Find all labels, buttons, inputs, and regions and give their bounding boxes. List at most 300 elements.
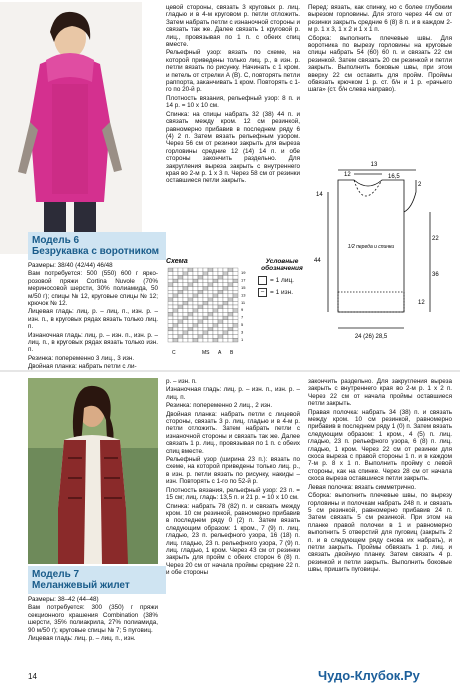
chart-cell xyxy=(213,338,218,342)
chart-cell xyxy=(213,298,218,302)
chart-cell xyxy=(208,272,213,276)
chart-cell xyxy=(193,275,198,279)
chart-cell xyxy=(203,301,208,305)
chart-cell xyxy=(223,320,228,324)
chart-cell xyxy=(198,294,203,298)
chart-cell xyxy=(198,301,203,305)
chart-cell xyxy=(173,268,178,272)
chart-cell xyxy=(168,324,173,328)
chart-cell xyxy=(173,287,178,291)
chart-cell xyxy=(233,268,238,272)
chart-cell xyxy=(223,290,228,294)
chart-cell xyxy=(233,312,238,316)
chart-cell xyxy=(223,338,228,342)
section-divider xyxy=(0,370,460,372)
chart-cell xyxy=(203,298,208,302)
chart-cell xyxy=(233,327,238,331)
chart-row-label: 19 xyxy=(241,270,246,276)
chart-cell xyxy=(228,324,233,328)
chart-cell xyxy=(223,283,228,287)
chart-cell xyxy=(188,309,193,313)
chart-cell xyxy=(198,324,203,328)
model7-col2-p1: р. – изн. п. xyxy=(166,378,197,385)
chart-cell xyxy=(228,272,233,276)
chart-cell xyxy=(203,320,208,324)
chart-cell xyxy=(223,268,228,272)
pattern-bottom: 24 (26) 28,5 xyxy=(354,334,388,340)
purl-symbol-icon: – xyxy=(258,288,267,297)
chart-cell xyxy=(208,324,213,328)
chart-cell xyxy=(213,335,218,339)
chart-cell xyxy=(218,279,223,283)
chart-mark-label: MS xyxy=(202,350,210,356)
chart-cell xyxy=(193,279,198,283)
chart-cell xyxy=(193,309,198,313)
chart-cell xyxy=(193,324,198,328)
chart-cell xyxy=(208,320,213,324)
chart-cell xyxy=(198,316,203,320)
chart-cell xyxy=(173,327,178,331)
chart-cell xyxy=(173,301,178,305)
chart-cell xyxy=(203,331,208,335)
pattern-shoulder: 16,5 xyxy=(388,174,400,180)
chart-row-label: 9 xyxy=(241,307,244,313)
chart-cell xyxy=(228,335,233,339)
chart-cell xyxy=(228,294,233,298)
chart-cell xyxy=(233,331,238,335)
chart-cell xyxy=(178,312,183,316)
chart-cell xyxy=(168,327,173,331)
chart-cell xyxy=(193,316,198,320)
chart-cell xyxy=(188,338,193,342)
chart-cell xyxy=(223,275,228,279)
model6-col3 xyxy=(308,4,452,95)
chart-cell xyxy=(183,309,188,313)
chart-row-label: 15 xyxy=(241,285,246,290)
model7-rib: Резинка: попеременно 2 лиц., 2 изн. xyxy=(166,402,273,410)
schema-title: Схема xyxy=(166,258,188,265)
chart-cell xyxy=(188,316,193,320)
model7-col2 xyxy=(166,378,300,578)
chart-cell xyxy=(188,294,193,298)
chart-cell xyxy=(223,331,228,335)
model7-stockinette: Лицевая гладь: лиц. р. – лиц. п., изн. xyxy=(28,635,136,643)
chart-cell xyxy=(193,335,198,339)
chart-cell xyxy=(213,316,218,320)
chart-cell xyxy=(233,272,238,276)
stitch-chart xyxy=(166,266,256,358)
chart-cell xyxy=(218,335,223,339)
chart-cell xyxy=(183,316,188,320)
chart-cell xyxy=(168,298,173,302)
chart-cell xyxy=(183,305,188,309)
chart-cell xyxy=(208,338,213,342)
model7-illustration xyxy=(28,378,158,564)
chart-cell xyxy=(193,268,198,272)
chart-cell xyxy=(223,279,228,283)
chart-cell xyxy=(173,272,178,276)
chart-cell xyxy=(198,268,203,272)
chart-cell xyxy=(213,294,218,298)
chart-cell xyxy=(208,309,213,313)
chart-cell xyxy=(178,290,183,294)
chart-row-label: 5 xyxy=(241,322,244,327)
chart-cell xyxy=(233,338,238,342)
chart-cell xyxy=(183,275,188,279)
chart-cell xyxy=(173,309,178,313)
chart-cell xyxy=(208,301,213,305)
chart-cell xyxy=(168,294,173,298)
chart-cell xyxy=(193,272,198,276)
chart-cell xyxy=(228,338,233,342)
chart-cell xyxy=(208,298,213,302)
chart-cell xyxy=(228,312,233,316)
chart-cell xyxy=(178,331,183,335)
chart-cell xyxy=(213,309,218,313)
chart-cell xyxy=(193,294,198,298)
chart-cell xyxy=(213,327,218,331)
chart-row-label: 11 xyxy=(241,299,246,305)
pattern-armhole: 22 xyxy=(432,236,439,242)
chart-cell xyxy=(218,287,223,291)
model6-sizes: Размеры: 38/40 (42/44) 46/48 xyxy=(28,262,113,269)
chart-cell xyxy=(188,312,193,316)
model7-col3 xyxy=(308,378,452,575)
model6-photo xyxy=(0,2,142,254)
model7-title-box xyxy=(28,566,166,594)
chart-cell xyxy=(193,305,198,309)
chart-cell xyxy=(183,272,188,276)
model6-assembly: Сборка: выполнить плечевые швы. Для воротника по вырезу горловины на круговые спицы набрать 54 (60) 60 п. и связать 22 см резинкой. Затем связать 20 см резинкой и петли закрыть. Выполнить боковые швы, при этом вверху 22 см оставить для пройм. Проймы обвязать крючком 1 р. ст. б/н и 1 р. «рачьего шага» (ст. б/н слева направо). xyxy=(308,34,452,94)
chart-cell xyxy=(228,298,233,302)
chart-cell xyxy=(173,294,178,298)
chart-row-label: 17 xyxy=(241,277,246,283)
chart-cell xyxy=(183,312,188,316)
chart-cell xyxy=(203,294,208,298)
model6-reverse-stockinette: Изнаночная гладь: лиц. р. – изн. п., изн. р. – лиц. п., в круговых рядах вязать только изн. п. xyxy=(28,331,158,354)
chart-cell xyxy=(188,327,193,331)
chart-cell xyxy=(233,283,238,287)
model6-relief-pattern: Рельефный узор: вязать по схеме, на которой приведены только лиц. р., в изн. р. петли вязать по рисунку. Начинать с 1 кром. и петель от стрелки А (В). С, повторять петли раппорта, заканчивать 1 кром. Повторять с 1-го по 20-й р. xyxy=(166,49,300,94)
chart-cell xyxy=(178,283,183,287)
chart-cell xyxy=(233,320,238,324)
chart-cell xyxy=(173,338,178,342)
chart-cell xyxy=(168,290,173,294)
chart-cell xyxy=(173,275,178,279)
chart-cell xyxy=(168,268,173,272)
chart-cell xyxy=(173,283,178,287)
chart-cell xyxy=(203,290,208,294)
chart-cell xyxy=(228,275,233,279)
model7-reverse-stockinette: Изнаночная гладь: лиц. р. – изн. п., изн. р. – лиц. п. xyxy=(166,386,300,401)
chart-cell xyxy=(178,320,183,324)
chart-row-label: 13 xyxy=(241,292,246,298)
chart-cell xyxy=(198,287,203,291)
chart-cell xyxy=(168,279,173,283)
model7-col1 xyxy=(28,596,158,643)
model7-back: Спинка: набрать 78 (82) п. и связать между кром. 10 см резинкой, равномерно прибавив в последнем ряду 0 (2) п. Затем вязать следующим образом: 1 кром., 7 (9) п. лиц. гладью, 23 п. рельефного узора, 16 (18) п. лиц. гладью, 23 п. рельефного узора, 7 (9) п. лиц. гладью, 1 кром. Через 43 см от резинки закрыть для пройм с обеих сторон 6 (8) п. Через 20 см от начала проймы средние 22 п. и обе стороны xyxy=(166,502,300,577)
chart-cell xyxy=(208,283,213,287)
chart-cell xyxy=(213,283,218,287)
chart-cell xyxy=(188,275,193,279)
chart-cell xyxy=(203,268,208,272)
chart-cell xyxy=(233,290,238,294)
chart-cell xyxy=(228,287,233,291)
model6-front: Перед: вязать, как спинку, но с более глубоким вырезом горловины. Для этого через 44 см от резинки закрыть средние 6 (8) 8 п. и в каждом 2-м р. 1 х 3, 1 х 2 и 1 х 1 п. xyxy=(308,4,452,34)
chart-cell xyxy=(213,331,218,335)
chart-cell xyxy=(188,324,193,328)
chart-cell xyxy=(218,312,223,316)
chart-cell xyxy=(173,324,178,328)
model6-illustration xyxy=(0,2,142,254)
chart-cell xyxy=(223,298,228,302)
chart-cell xyxy=(233,335,238,339)
chart-cell xyxy=(218,290,223,294)
model7-photo xyxy=(28,378,158,564)
chart-cell xyxy=(173,305,178,309)
chart-cell xyxy=(193,312,198,316)
chart-cell xyxy=(168,272,173,276)
chart-cell xyxy=(213,272,218,276)
chart-cell xyxy=(203,283,208,287)
chart-cell xyxy=(178,272,183,276)
chart-cell xyxy=(218,324,223,328)
chart-cell xyxy=(183,279,188,283)
model6-col1 xyxy=(28,262,158,372)
model7-gauge: Плотность вязания, рельефный узор: 23 п. = 15 см; лиц. гладь: 13,5 п. и 21 р. = 10 х 10 см. xyxy=(166,486,300,502)
chart-cell xyxy=(203,335,208,339)
chart-cell xyxy=(233,298,238,302)
chart-cell xyxy=(213,301,218,305)
model6-back: Спинка: на спицы набрать 32 (38) 44 п. и связать между кром. 12 см резинкой, равномерно прибавив в последнем ряду 6 (4) 2 п. Затем вязать рельефным узором. Через 56 см от резинки закрыть для выреза горловины средние 12 (14) 14 п. и обе стороны закончить раздельно. Для закругления выреза закрыть с внутреннего края во 2-м р. 1 х 3 п. Через 58 см от резинки оставшиеся петли закрыть. xyxy=(166,110,300,185)
chart-cell xyxy=(198,312,203,316)
chart-cell xyxy=(183,290,188,294)
chart-cell xyxy=(168,320,173,324)
chart-cell xyxy=(228,279,233,283)
chart-cell xyxy=(223,316,228,320)
chart-cell xyxy=(193,320,198,324)
chart-cell xyxy=(183,301,188,305)
chart-cell xyxy=(178,301,183,305)
model6-title: Безрукавка с воротником xyxy=(32,246,160,257)
chart-cell xyxy=(188,320,193,324)
chart-cell xyxy=(203,287,208,291)
chart-mark-label: C xyxy=(172,350,176,356)
chart-cell xyxy=(203,279,208,283)
model7-double-band: Двойная планка: набрать петли с лицевой стороны, связать 3 р. лиц. гладью и в 4-м р. петли отложить. Затем набрать петли с изнаночной стороны и связать так же. Далее связать 1 р. лиц., провязывая по 1 п. с обеих спиц вместе. xyxy=(166,410,300,455)
chart-cell xyxy=(173,331,178,335)
chart-cell xyxy=(173,320,178,324)
chart-cell xyxy=(168,316,173,320)
chart-cell xyxy=(188,335,193,339)
model7-right-front: Правая полочка: набрать 34 (38) п. и связать между кром. 10 см резинкой, равномерно прибавив в последнем ряду 1 (0) п. Затем вязать следующим образом: 1 кром., 4 (5) п. лиц. гладью, 23 п. рельефного узора, 6 (8) п. лиц. гладью, 1 кром. Через 22 см от резинки для скоса выреза с правой стороны 1 п. и в каждом 7-м р. 8 х 1 п. Выполнить пройму с левой стороны, как на спинке. Через 28 см от начала скоса выреза оставшиеся петли закрыть. xyxy=(308,408,452,483)
chart-cell xyxy=(223,272,228,276)
chart-cell xyxy=(193,301,198,305)
chart-cell xyxy=(168,312,173,316)
model6-title-box xyxy=(28,232,166,260)
chart-cell xyxy=(218,268,223,272)
chart-cell xyxy=(178,309,183,313)
chart-mark-label: B xyxy=(230,350,234,356)
pattern-front-depth: 14 xyxy=(316,192,323,198)
model6-col2-p1: цевой стороны, связать 3 круговых р. лиц. гладью и в 4-м круговом р. петли отложить. Затем набрать петли с изнаночной стороны и связать так же. Далее связать 1 круговой р. лиц., провязывая по 1 п. с обеих спиц вместе. xyxy=(166,4,300,49)
chart-cell xyxy=(173,335,178,339)
model7-materials: Вам потребуется: 300 (350) г пряжи секционного крашения Combination (38% шерсти, 35% полиакрила, 27% полиамида, 90 м/50 г); круговые спицы № 7; 5 пуговиц. xyxy=(28,604,158,634)
chart-cell xyxy=(218,294,223,298)
chart-cell xyxy=(168,331,173,335)
model7-left-front: Левая полочка: вязать симметрично. xyxy=(308,483,417,491)
chart-cell xyxy=(203,305,208,309)
chart-cell xyxy=(218,316,223,320)
chart-cell xyxy=(228,305,233,309)
chart-cell xyxy=(228,283,233,287)
model6-double-band: Двойная планка: набрать петли с ли- xyxy=(28,363,137,371)
chart-cell xyxy=(208,335,213,339)
chart-cell xyxy=(233,294,238,298)
chart-cell xyxy=(198,298,203,302)
chart-cell xyxy=(203,275,208,279)
chart-cell xyxy=(183,324,188,328)
chart-cell xyxy=(173,290,178,294)
chart-cell xyxy=(233,305,238,309)
chart-cell xyxy=(183,283,188,287)
chart-cell xyxy=(223,287,228,291)
chart-cell xyxy=(178,287,183,291)
chart-cell xyxy=(233,324,238,328)
chart-cell xyxy=(203,272,208,276)
chart-cell xyxy=(208,327,213,331)
legend-knit: = 1 лиц. xyxy=(270,277,294,284)
chart-cell xyxy=(178,335,183,339)
chart-cell xyxy=(183,327,188,331)
chart-cell xyxy=(173,298,178,302)
model6-rib: Резинка: попеременно 3 лиц., 3 изн. xyxy=(28,354,135,362)
model7-title: Меланжевый жилет xyxy=(32,580,130,591)
chart-cell xyxy=(208,268,213,272)
model7-sizes: Размеры: 38–42 (44–48) xyxy=(28,596,99,603)
chart-cell xyxy=(198,305,203,309)
chart-cell xyxy=(188,287,193,291)
chart-cell xyxy=(223,327,228,331)
chart-cell xyxy=(208,312,213,316)
model7-number: Модель 7 xyxy=(32,569,80,580)
chart-row-label: 3 xyxy=(241,329,244,335)
chart-cell xyxy=(203,316,208,320)
chart-cell xyxy=(178,305,183,309)
chart-row-label: 7 xyxy=(241,314,244,320)
chart-cell xyxy=(208,294,213,298)
chart-cell xyxy=(233,309,238,313)
chart-cell xyxy=(168,287,173,291)
chart-cell xyxy=(193,338,198,342)
chart-cell xyxy=(193,331,198,335)
chart-cell xyxy=(213,320,218,324)
pattern-label: 1/2 переда и спинки xyxy=(347,244,395,250)
chart-cell xyxy=(203,312,208,316)
chart-cell xyxy=(208,275,213,279)
chart-cell xyxy=(173,279,178,283)
chart-cell xyxy=(178,327,183,331)
chart-cell xyxy=(198,290,203,294)
chart-cell xyxy=(233,279,238,283)
chart-cell xyxy=(233,316,238,320)
pattern-side: 44 xyxy=(314,258,321,264)
chart-cell xyxy=(198,272,203,276)
chart-cell xyxy=(218,272,223,276)
chart-cell xyxy=(203,324,208,328)
chart-cell xyxy=(198,327,203,331)
legend xyxy=(258,258,306,297)
chart-cell xyxy=(198,320,203,324)
chart-cell xyxy=(228,320,233,324)
chart-cell xyxy=(213,305,218,309)
chart-cell xyxy=(203,327,208,331)
chart-cell xyxy=(223,312,228,316)
chart-cell xyxy=(208,290,213,294)
chart-cell xyxy=(233,287,238,291)
chart-cell xyxy=(198,331,203,335)
chart-cell xyxy=(183,287,188,291)
chart-cell xyxy=(183,320,188,324)
chart-cell xyxy=(208,316,213,320)
chart-cell xyxy=(203,338,208,342)
chart-cell xyxy=(183,338,188,342)
chart-cell xyxy=(213,268,218,272)
legend-purl: = 1 изн. xyxy=(270,289,294,296)
chart-cell xyxy=(218,331,223,335)
chart-cell xyxy=(198,338,203,342)
chart-cell xyxy=(183,331,188,335)
chart-cell xyxy=(178,316,183,320)
chart-cell xyxy=(228,301,233,305)
chart-cell xyxy=(198,335,203,339)
chart-cell xyxy=(178,268,183,272)
chart-cell xyxy=(198,309,203,313)
pattern-total: 36 xyxy=(432,272,439,278)
model7-relief-pattern: Рельефный узор (ширина 23 п.): вязать по схеме, на которой приведены только лиц. р., в изн. р. петли вязать по рисунку, накиды – изн. Повторять с 1-го по 52-й р. xyxy=(166,456,300,486)
legend-title: Условные обозначения xyxy=(261,258,303,272)
chart-cell xyxy=(218,338,223,342)
model6-number: Модель 6 xyxy=(32,235,80,246)
chart-cell xyxy=(208,331,213,335)
chart-cell xyxy=(228,268,233,272)
chart-cell xyxy=(208,287,213,291)
chart-cell xyxy=(213,279,218,283)
model6-col2 xyxy=(166,4,300,186)
chart-cell xyxy=(218,298,223,302)
chart-cell xyxy=(213,275,218,279)
chart-cell xyxy=(178,324,183,328)
chart-cell xyxy=(183,294,188,298)
chart-cell xyxy=(223,305,228,309)
chart-cell xyxy=(168,309,173,313)
chart-row-label: 1 xyxy=(241,336,244,342)
chart-cell xyxy=(213,287,218,291)
chart-cell xyxy=(178,338,183,342)
chart-cell xyxy=(208,279,213,283)
chart-cell xyxy=(213,312,218,316)
model6-pattern-schematic xyxy=(308,152,458,352)
pattern-back-depth: 2 xyxy=(418,182,422,188)
chart-cell xyxy=(188,283,193,287)
chart-cell xyxy=(183,298,188,302)
chart-cell xyxy=(213,324,218,328)
chart-cell xyxy=(228,331,233,335)
chart-cell xyxy=(208,305,213,309)
model6-materials: Вам потребуется: 500 (550) 600 г ярко-розовой пряжи Cortina Nuvole (70% мериносовой шерсти, 30% полиамида, 50 м/50 г); спицы № 12, круговые спицы № 12; крючок № 12. xyxy=(28,270,158,308)
chart-cell xyxy=(183,268,188,272)
model6-gauge: Плотность вязания, рельефный узор: 8 п. и 14 р. = 10 х 10 см. xyxy=(166,94,300,110)
